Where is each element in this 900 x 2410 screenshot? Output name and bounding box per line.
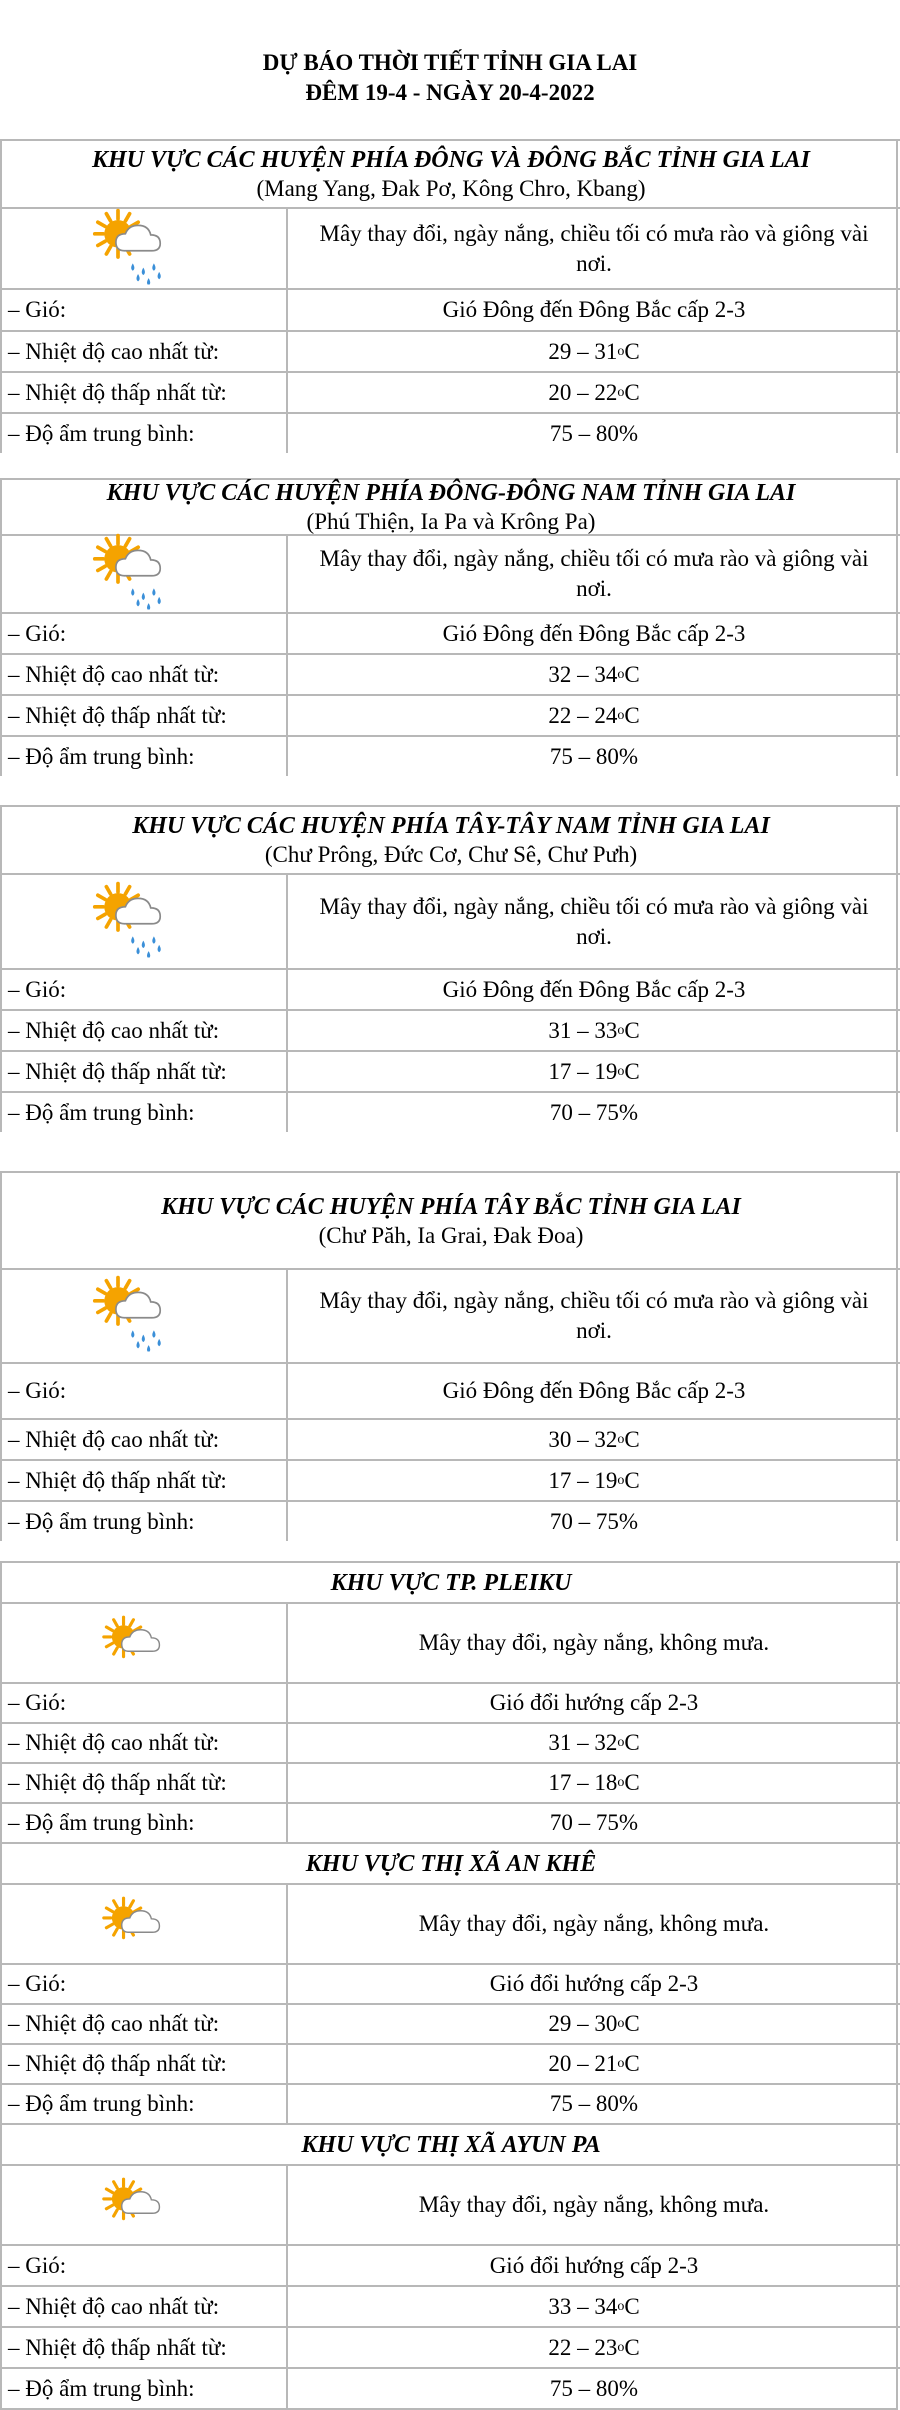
humidity-row: [2, 735, 900, 776]
region-subtitle: (Phú Thiện, Ia Pa và Krông Pa): [306, 509, 596, 534]
region-title: KHU VỰC TP. PLEIKU: [330, 1569, 572, 1596]
max-temp-row: – Nhiệt độ cao nhất từ: 31 – 32 o C: [2, 1722, 900, 1762]
max-temp-row-label: – Nhiệt độ cao nhất từ:: [8, 661, 220, 687]
region-subtitle: (Mang Yang, Đak Pơ, Kông Chro, Kbang): [256, 176, 646, 201]
humidity-row: [2, 1091, 900, 1132]
weather-description: Mây thay đổi, ngày nắng, chiều tối có mưa rào và giông vài nơi.: [319, 1288, 869, 1343]
humidity-row-label: – Độ ẩm trung bình:: [8, 1810, 195, 1835]
humidity-row-value: 75 – 80%: [549, 420, 639, 446]
min-temp-row-label: – Nhiệt độ thấp nhất từ:: [8, 2334, 227, 2360]
humidity-row-value: 75 – 80%: [549, 2091, 639, 2116]
forecast-title: DỰ BÁO THỜI TIẾT TỈNH GIA LAI: [262, 50, 638, 75]
max-temp-row-label: – Nhiệt độ cao nhất từ:: [8, 1730, 220, 1755]
region-section: [0, 1171, 898, 1541]
min-temp-row-value: 22 – 23: [548, 2334, 618, 2360]
max-temp-row-value: 29 – 30: [548, 2011, 618, 2036]
weather-icon-cell: [2, 1604, 288, 1682]
weather-icon-cell: [2, 1885, 288, 1963]
min-temp-row-label: – Nhiệt độ thấp nhất từ:: [8, 379, 227, 405]
weather-description: Mây thay đổi, ngày nắng, chiều tối có mưa rào và giông vài nơi.: [319, 220, 869, 276]
region-header: [2, 139, 900, 207]
wind-row-value: Gió đổi hướng cấp 2-3: [489, 2252, 699, 2278]
humidity-row-value: 70 – 75%: [549, 1810, 639, 1835]
min-temp-row-value: 20 – 21: [548, 2051, 618, 2076]
min-temp-row-value: 17 – 19: [548, 1467, 618, 1493]
weather-icon-cell: [2, 209, 288, 288]
wind-row: [2, 1963, 900, 2003]
weather-description: Mây thay đổi, ngày nắng, chiều tối có mưa rào và giông vài nơi.: [319, 546, 869, 601]
wind-row-value: Gió đổi hướng cấp 2-3: [489, 1690, 699, 1715]
humidity-row-label: – Độ ẩm trung bình:: [8, 1508, 195, 1534]
weather-description: Mây thay đổi, ngày nắng, không mưa.: [418, 1911, 770, 1936]
region-section: [0, 139, 898, 453]
max-temp-row-value: 31 – 33: [548, 1017, 618, 1043]
region-header: [2, 2123, 900, 2164]
humidity-row: [2, 1500, 900, 1541]
min-temp-row-label: – Nhiệt độ thấp nhất từ:: [8, 2051, 227, 2076]
min-temp-row-label: – Nhiệt độ thấp nhất từ:: [8, 1770, 227, 1795]
max-temp-row-label: – Nhiệt độ cao nhất từ:: [8, 1426, 220, 1452]
max-temp-row-value: 29 – 31: [548, 338, 618, 364]
region-title: KHU VỰC THỊ XÃ AYUN PA: [301, 2131, 601, 2158]
temp-unit: C: [624, 2051, 640, 2076]
max-temp-row: – Nhiệt độ cao nhất từ: 29 – 31 o C: [2, 330, 900, 371]
region-title: KHU VỰC CÁC HUYỆN PHÍA ĐÔNG-ĐÔNG NAM TỈNH GIA LAI: [106, 480, 796, 506]
max-temp-row: – Nhiệt độ cao nhất từ: 29 – 30 o C: [2, 2003, 900, 2043]
wind-row-value: Gió Đông đến Đông Bắc cấp 2-3: [442, 1378, 746, 1403]
temp-unit: C: [624, 379, 640, 405]
weather-row: [2, 207, 900, 288]
humidity-row-value: 75 – 80%: [549, 743, 639, 769]
region-section: [0, 1561, 898, 1842]
max-temp-row-label: – Nhiệt độ cao nhất từ:: [8, 1017, 220, 1043]
region-header: [2, 1171, 900, 1268]
temp-unit: C: [624, 2011, 640, 2036]
temp-unit: C: [624, 2293, 640, 2319]
wind-row-label: – Gió:: [8, 620, 67, 646]
temp-unit: C: [624, 1426, 640, 1452]
wind-row: [2, 1682, 900, 1722]
humidity-row-value: 70 – 75%: [549, 1099, 639, 1125]
min-temp-row: – Nhiệt độ thấp nhất từ: 17 – 19 o C: [2, 1459, 900, 1500]
sun-cloud-rain-icon: [92, 534, 182, 615]
min-temp-row-value: 17 – 18: [548, 1770, 618, 1795]
wind-row: [2, 612, 900, 653]
humidity-row: [2, 2083, 900, 2123]
weather-description: Mây thay đổi, ngày nắng, không mưa.: [418, 2192, 770, 2217]
max-temp-row-label: – Nhiệt độ cao nhất từ:: [8, 338, 220, 364]
humidity-row-label: – Độ ẩm trung bình:: [8, 743, 195, 769]
sun-cloud-rain-icon: [92, 881, 182, 962]
temp-unit: C: [624, 1770, 640, 1795]
max-temp-row-label: – Nhiệt độ cao nhất từ:: [8, 2293, 220, 2319]
humidity-row: [2, 1802, 900, 1842]
min-temp-row: – Nhiệt độ thấp nhất từ: 22 – 23 o C: [2, 2326, 900, 2367]
max-temp-row-label: – Nhiệt độ cao nhất từ:: [8, 2011, 220, 2036]
min-temp-row-value: 22 – 24: [548, 702, 618, 728]
wind-row: [2, 1362, 900, 1418]
max-temp-row: – Nhiệt độ cao nhất từ: 32 – 34 o C: [2, 653, 900, 694]
min-temp-row-label: – Nhiệt độ thấp nhất từ:: [8, 702, 227, 728]
region-subtitle: (Chư Păh, Ia Grai, Đak Đoa): [318, 1222, 584, 1248]
wind-row: [2, 968, 900, 1009]
sun-cloud-rain-icon: [92, 208, 182, 289]
region-header: [2, 1842, 900, 1883]
humidity-row-label: – Độ ẩm trung bình:: [8, 2375, 195, 2401]
min-temp-row: – Nhiệt độ thấp nhất từ: 17 – 18 o C: [2, 1762, 900, 1802]
humidity-row-value: 75 – 80%: [549, 2375, 639, 2401]
min-temp-row: – Nhiệt độ thấp nhất từ: 20 – 21 o C: [2, 2043, 900, 2083]
humidity-row-label: – Độ ẩm trung bình:: [8, 1099, 195, 1125]
wind-row: [2, 2244, 900, 2285]
sun-cloud-rain-icon: [92, 1276, 182, 1357]
region-section: [0, 478, 898, 776]
humidity-row-value: 70 – 75%: [549, 1508, 639, 1534]
min-temp-row: – Nhiệt độ thấp nhất từ: 22 – 24 o C: [2, 694, 900, 735]
wind-row-label: – Gió:: [8, 976, 67, 1002]
max-temp-row-value: 30 – 32: [548, 1426, 618, 1452]
wind-row-value: Gió Đông đến Đông Bắc cấp 2-3: [442, 976, 746, 1002]
max-temp-row: – Nhiệt độ cao nhất từ: 33 – 34 o C: [2, 2285, 900, 2326]
min-temp-row: – Nhiệt độ thấp nhất từ: 20 – 22 o C: [2, 371, 900, 412]
wind-row-label: – Gió:: [8, 297, 67, 322]
region-header: [2, 1561, 900, 1602]
sun-cloud-icon: [102, 1892, 172, 1957]
weather-row: [2, 2164, 900, 2244]
weather-row: [2, 873, 900, 968]
weather-row: [2, 1268, 900, 1362]
forecast-date: ĐÊM 19-4 - NGÀY 20-4-2022: [305, 80, 595, 105]
humidity-row-label: – Độ ẩm trung bình:: [8, 420, 195, 446]
region-section: [0, 2123, 898, 2408]
wind-row-value: Gió Đông đến Đông Bắc cấp 2-3: [442, 620, 746, 646]
weather-description: Mây thay đổi, ngày nắng, không mưa.: [418, 1630, 770, 1655]
min-temp-row-value: 17 – 19: [548, 1058, 618, 1084]
weather-row: [2, 534, 900, 612]
weather-icon-cell: [2, 2166, 288, 2244]
region-section: [0, 805, 898, 1132]
wind-row: [2, 288, 900, 330]
wind-row-label: – Gió:: [8, 1378, 67, 1403]
temp-unit: C: [624, 338, 640, 364]
min-temp-row: – Nhiệt độ thấp nhất từ: 17 – 19 o C: [2, 1050, 900, 1091]
sun-cloud-icon: [102, 1611, 172, 1676]
temp-unit: C: [624, 1017, 640, 1043]
region-header: [2, 805, 900, 873]
humidity-row: [2, 412, 900, 453]
region-header: [2, 478, 900, 534]
weather-icon-cell: [2, 536, 288, 612]
temp-unit: C: [624, 1058, 640, 1084]
region-title: KHU VỰC CÁC HUYỆN PHÍA TÂY BẮC TỈNH GIA LAI: [161, 1193, 741, 1220]
sun-cloud-icon: [102, 2173, 172, 2238]
min-temp-row-label: – Nhiệt độ thấp nhất từ:: [8, 1467, 227, 1493]
temp-unit: C: [624, 1730, 640, 1755]
region-title: KHU VỰC THỊ XÃ AN KHÊ: [305, 1850, 597, 1877]
weather-row: [2, 1602, 900, 1682]
wind-row-label: – Gió:: [8, 1971, 67, 1996]
wind-row-value: Gió Đông đến Đông Bắc cấp 2-3: [442, 297, 746, 322]
humidity-row: [2, 2367, 900, 2408]
wind-row-value: Gió đổi hướng cấp 2-3: [489, 1971, 699, 1996]
max-temp-row-value: 32 – 34: [548, 661, 618, 687]
weather-row: [2, 1883, 900, 1963]
max-temp-row-value: 31 – 32: [548, 1730, 618, 1755]
weather-icon-cell: [2, 875, 288, 968]
max-temp-row-value: 33 – 34: [548, 2293, 618, 2319]
max-temp-row: – Nhiệt độ cao nhất từ: 30 – 32 o C: [2, 1418, 900, 1459]
region-section: [0, 1842, 898, 2123]
forecast-header: [0, 48, 900, 108]
wind-row-label: – Gió:: [8, 1690, 67, 1715]
temp-unit: C: [624, 702, 640, 728]
region-subtitle: (Chư Prông, Đức Cơ, Chư Sê, Chư Pưh): [264, 842, 638, 867]
min-temp-row-label: – Nhiệt độ thấp nhất từ:: [8, 1058, 227, 1084]
region-title: KHU VỰC CÁC HUYỆN PHÍA TÂY-TÂY NAM TỈNH GIA LAI: [132, 813, 770, 839]
max-temp-row: – Nhiệt độ cao nhất từ: 31 – 33 o C: [2, 1009, 900, 1050]
temp-unit: C: [624, 661, 640, 687]
humidity-row-label: – Độ ẩm trung bình:: [8, 2091, 195, 2116]
min-temp-row-value: 20 – 22: [548, 379, 618, 405]
region-title: KHU VỰC CÁC HUYỆN PHÍA ĐÔNG VÀ ĐÔNG BẮC TỈNH GIA LAI: [91, 147, 811, 173]
weather-icon-cell: [2, 1270, 288, 1362]
wind-row-label: – Gió:: [8, 2252, 67, 2278]
temp-unit: C: [624, 2334, 640, 2360]
weather-description: Mây thay đổi, ngày nắng, chiều tối có mưa rào và giông vài nơi.: [319, 893, 869, 949]
temp-unit: C: [624, 1467, 640, 1493]
